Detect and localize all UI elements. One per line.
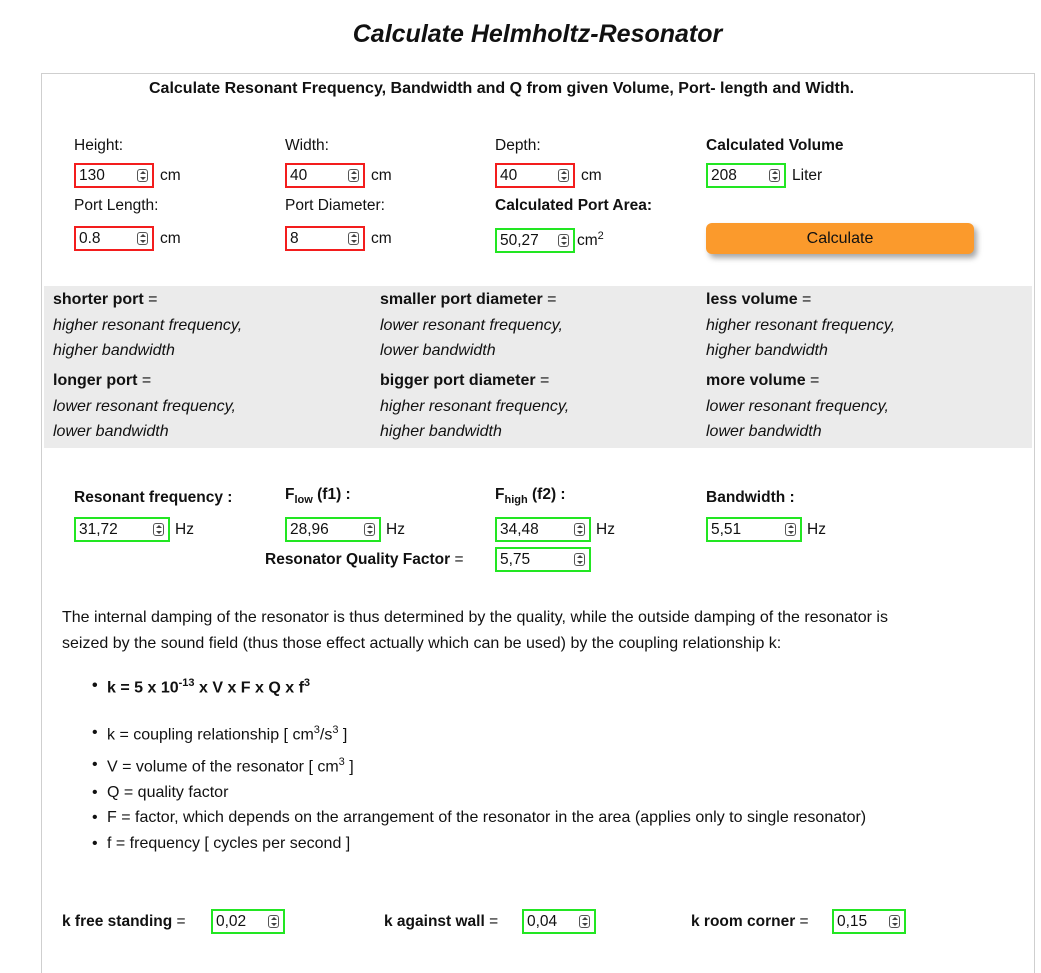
fhigh-label: $F_{high}$ (f2) : xyxy=(495,486,566,507)
info-text: lower resonant frequency, xyxy=(380,317,563,334)
quality-factor-label: Resonator Quality Factor = xyxy=(265,551,464,568)
spinner-icon[interactable] xyxy=(558,234,569,247)
info-text: lower bandwidth xyxy=(380,342,496,359)
description-text: seized by the sound field (thus those effect actually which can be used) by the coupling relationship k: xyxy=(62,635,782,652)
spinner-icon[interactable] xyxy=(769,169,780,182)
info-text: lower resonant frequency, xyxy=(53,398,236,415)
quality-factor-value: 5,75 xyxy=(500,551,531,568)
width-value: 40 xyxy=(290,167,308,184)
info-text: higher resonant frequency, xyxy=(706,317,896,334)
spinner-icon[interactable] xyxy=(153,523,164,536)
info-text: higher resonant frequency, xyxy=(380,398,570,415)
volume-unit: Liter xyxy=(792,167,823,184)
port-diameter-unit: cm xyxy=(371,230,392,247)
info-heading: bigger port diameter = xyxy=(380,372,550,389)
k-free-standing-label: k free standing = xyxy=(62,913,186,930)
k-against-wall-output[interactable] xyxy=(522,909,596,934)
height-input[interactable] xyxy=(74,163,154,188)
volume-label: Calculated Volume xyxy=(706,137,844,154)
port-length-label: Port Length: xyxy=(74,197,159,214)
resonant-frequency-unit: Hz xyxy=(175,521,194,538)
fhigh-unit: Hz xyxy=(596,521,615,538)
port-area-label: Calculated Port Area: xyxy=(495,197,653,214)
port-diameter-value: 8 xyxy=(290,230,299,247)
info-text: lower bandwidth xyxy=(706,423,822,440)
fhigh-output[interactable] xyxy=(495,517,591,542)
spinner-icon[interactable] xyxy=(889,915,900,928)
definition-item: • k = coupling relationship [ $cm^3/s^3$ ] xyxy=(92,724,348,744)
flow-output[interactable] xyxy=(285,517,381,542)
definition-item: • F = factor, which depends on the arrangement of the resonator in the area (applies only to single resonator) xyxy=(92,809,867,826)
spinner-icon[interactable] xyxy=(785,523,796,536)
k-room-corner-value: 0,15 xyxy=(837,913,868,930)
info-text: higher resonant frequency, xyxy=(53,317,243,334)
volume-value: 208 xyxy=(711,167,737,184)
port-area-output[interactable] xyxy=(495,228,575,253)
page-title: Calculate Helmholtz-Resonator xyxy=(352,20,723,48)
spinner-icon[interactable] xyxy=(574,523,585,536)
height-label: Height: xyxy=(74,137,124,154)
height-unit: cm xyxy=(160,167,181,184)
depth-value: 40 xyxy=(500,167,518,184)
k-against-wall-label: k against wall = xyxy=(384,913,499,930)
port-length-unit: cm xyxy=(160,230,181,247)
depth-input[interactable] xyxy=(495,163,575,188)
spinner-icon[interactable] xyxy=(348,232,359,245)
info-heading: less volume = xyxy=(706,291,812,308)
info-text: higher bandwidth xyxy=(706,342,828,359)
bandwidth-value: 5,51 xyxy=(711,521,742,538)
height-value: 130 xyxy=(79,167,105,184)
description-text: The internal damping of the resonator is thus determined by the quality, while the outside damping of the resonator is xyxy=(62,609,888,626)
spinner-icon[interactable] xyxy=(558,169,569,182)
resonant-frequency-label: Resonant frequency : xyxy=(74,489,233,506)
resonant-frequency-output[interactable] xyxy=(74,517,170,542)
info-text: higher bandwidth xyxy=(53,342,175,359)
spinner-icon[interactable] xyxy=(579,915,590,928)
definition-item: • f = frequency [ cycles per second ] xyxy=(92,835,351,852)
info-heading: longer port = xyxy=(53,372,152,389)
info-heading: shorter port = xyxy=(53,291,158,308)
resonant-frequency-value: 31,72 xyxy=(79,521,118,538)
flow-unit: Hz xyxy=(386,521,405,538)
depth-label: Depth: xyxy=(495,137,541,154)
spinner-icon[interactable] xyxy=(364,523,375,536)
formula-item: • k = 5 x $10^{-13}$ x V x F x Q x $f^3$ xyxy=(92,677,311,697)
flow-value: 28,96 xyxy=(290,521,329,538)
k-free-standing-value: 0,02 xyxy=(216,913,247,930)
spinner-icon[interactable] xyxy=(574,553,585,566)
info-text: lower resonant frequency, xyxy=(706,398,889,415)
flow-label: $F_{low}$ (f1) : xyxy=(285,486,351,507)
k-room-corner-label: k room corner = xyxy=(691,913,809,930)
spinner-icon[interactable] xyxy=(137,169,148,182)
quality-factor-output[interactable] xyxy=(495,547,591,572)
width-label: Width: xyxy=(285,137,329,154)
volume-output[interactable] xyxy=(706,163,786,188)
bandwidth-output[interactable] xyxy=(706,517,802,542)
calculator-subtitle: Calculate Resonant Frequency, Bandwidth and Q from given Volume, Port- length and Width. xyxy=(149,80,855,97)
port-diameter-input[interactable] xyxy=(285,226,365,251)
definition-item: • V = volume of the resonator [ $cm^3$ ] xyxy=(92,756,354,776)
fhigh-value: 34,48 xyxy=(500,521,539,538)
definition-item: • Q = quality factor xyxy=(92,784,229,801)
spinner-icon[interactable] xyxy=(137,232,148,245)
port-length-input[interactable] xyxy=(74,226,154,251)
spinner-icon[interactable] xyxy=(268,915,279,928)
k-against-wall-value: 0,04 xyxy=(527,913,558,930)
width-unit: cm xyxy=(371,167,392,184)
calculate-button[interactable]: Calculate xyxy=(706,223,974,254)
bandwidth-label: Bandwidth : xyxy=(706,489,795,506)
port-area-value: 50,27 xyxy=(500,232,539,249)
bandwidth-unit: Hz xyxy=(807,521,826,538)
spinner-icon[interactable] xyxy=(348,169,359,182)
info-text: higher bandwidth xyxy=(380,423,502,440)
k-room-corner-output[interactable] xyxy=(832,909,906,934)
k-free-standing-output[interactable] xyxy=(211,909,285,934)
info-heading: smaller port diameter = xyxy=(380,291,557,308)
info-heading: more volume = xyxy=(706,372,820,389)
depth-unit: cm xyxy=(581,167,602,184)
info-box xyxy=(44,286,1032,448)
width-input[interactable] xyxy=(285,163,365,188)
port-area-unit: $cm^2$ xyxy=(577,230,604,250)
port-length-value: 0.8 xyxy=(79,230,101,247)
info-text: lower bandwidth xyxy=(53,423,169,440)
port-diameter-label: Port Diameter: xyxy=(285,197,385,214)
